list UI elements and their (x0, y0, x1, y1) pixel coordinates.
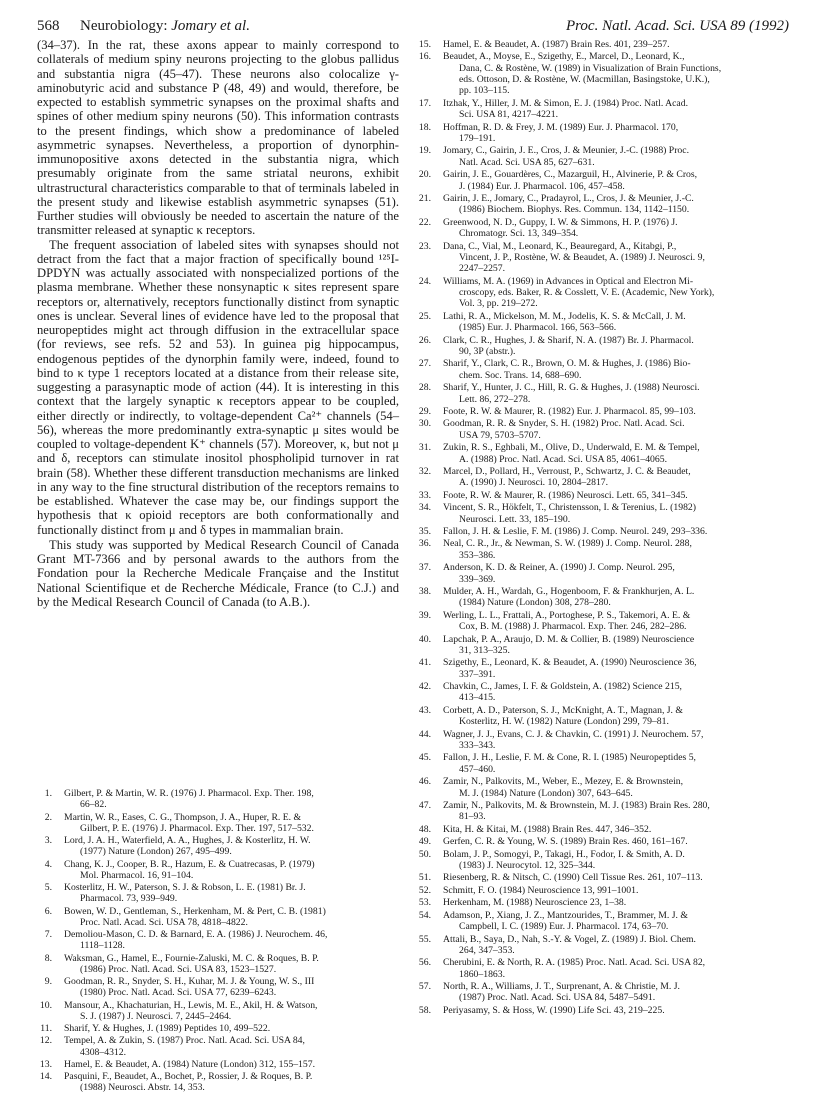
reference-text: Kosterlitz, H. W. (1982) Nature (London) 299, 79–81. (459, 716, 669, 728)
reference-text: Werling, L. L., Frattali, A., Portoghese, P. S., Takemori, A. E. & (443, 609, 691, 621)
reference-text: Goodman, R. R., Snyder, S. H., Kuhar, M. J. & Young, W. S., III (64, 976, 315, 987)
running-title (80, 18, 250, 35)
reference-text: Sharif, Y., Clark, C. R., Brown, O. M. & Hughes, J. (1986) Bio- (443, 358, 691, 370)
reference-item (416, 776, 790, 799)
reference-item (416, 910, 790, 933)
reference-text: Kosterlitz, H. W., Paterson, S. J. & Robson, L. E. (1981) Br. J. (64, 882, 306, 893)
reference-number: 56. (418, 957, 431, 969)
reference-number: 6. (44, 905, 52, 917)
acknowledgment: This study was supported by Medical Research Council of Canada Grant MT-7366 and by personal awards to the authors from the Fondation pour la Recherche Medicale Française and the Institut National Scientifique et de Recherche Médicale, France (to C.J.) and by the Medical Research Council of Canada (to A.B.). (37, 537, 399, 609)
reference-text: Vincent, J. P., Rostène, W. & Beaudet, A. (1989) J. Neurosci. 9, (459, 251, 705, 263)
reference-number: 20. (418, 169, 431, 181)
reference-item (416, 872, 790, 883)
reference-item (37, 882, 399, 904)
reference-text: Corbett, A. D., Paterson, S. J., McKnight, A. T., Magnan, J. & (443, 704, 683, 716)
reference-item (416, 39, 790, 50)
reference-text: Mulder, A. H., Wardah, G., Hogenboom, F. & Frankhurjen, A. L. (443, 585, 695, 597)
reference-item (416, 586, 790, 609)
reference-item (416, 526, 790, 537)
reference-number: 58. (418, 1004, 431, 1016)
reference-text: Gairin, J. E., Gouardères, C., Mazarguil, H., Alvinerie, P. & Cros, (443, 169, 698, 181)
reference-number: 21. (418, 193, 431, 205)
reference-number: 4. (44, 858, 52, 870)
reference-text: Tempel, A. & Zukin, S. (1987) Proc. Natl. Acad. Sci. USA 84, (64, 1035, 305, 1047)
reference-number: 27. (418, 358, 431, 370)
reference-text: Bolam, J. P., Somogyi, P., Takagi, H., Fodor, I. & Smith, A. D. (443, 848, 685, 860)
reference-item (416, 311, 790, 334)
reference-text: Dana, C. & Rostène, W. (1989) in Visualization of Brain Functions, (459, 62, 722, 74)
reference-number: 14. (39, 1071, 52, 1083)
reference-number: 5. (44, 882, 52, 893)
reference-text: Mol. Pharmacol. 16, 91–104. (80, 869, 194, 881)
reference-number: 35. (418, 525, 431, 537)
reference-text: (1987) Proc. Natl. Acad. Sci. USA 84, 5487–5491. (459, 992, 656, 1004)
reference-text: Riesenberg, R. & Nitsch, C. (1990) Cell Tissue Res. 261, 107–113. (443, 872, 703, 884)
reference-text: Schmitt, F. O. (1984) Neuroscience 13, 991–1001. (443, 884, 639, 896)
reference-item (37, 953, 399, 975)
reference-number: 28. (418, 382, 431, 394)
reference-text: 413–415. (459, 692, 496, 704)
reference-number: 57. (418, 981, 431, 993)
reference-text: Lett. 86, 272–278. (459, 393, 531, 405)
reference-text: Cherubini, E. & North, R. A. (1985) Proc. Natl. Acad. Sci. USA 82, (443, 957, 706, 969)
reference-text: Kita, H. & Kitai, M. (1988) Brain Res. 447, 346–352. (443, 823, 652, 835)
reference-item (37, 788, 399, 810)
reference-text: Chavkin, C., James, I. F. & Goldstein, A. (1982) Science 215, (443, 681, 682, 693)
reference-number: 33. (418, 489, 431, 501)
reference-item (416, 752, 790, 775)
reference-item (416, 358, 790, 381)
reference-item (416, 897, 790, 908)
reference-text: 337–391. (459, 668, 496, 680)
reference-item (416, 193, 790, 216)
reference-text: Chang, K. J., Cooper, B. R., Hazum, E. & Cuatrecasas, P. (1979) (64, 858, 315, 870)
reference-item (416, 885, 790, 896)
reference-text: Hamel, E. & Beaudet, A. (1987) Brain Res. 401, 239–257. (443, 39, 670, 50)
reference-text: 353–386. (459, 549, 496, 561)
reference-list-left (37, 788, 399, 1095)
reference-number: 7. (44, 929, 52, 940)
reference-number: 3. (44, 835, 52, 846)
reference-number: 8. (44, 952, 52, 964)
reference-item (416, 466, 790, 489)
reference-item (416, 729, 790, 752)
author-label: Jomary et al. (171, 18, 250, 34)
reference-text: 264, 347–353. (459, 944, 515, 956)
reference-item (416, 442, 790, 465)
reference-number: 42. (418, 681, 431, 693)
reference-text: (1985) Eur. J. Pharmacol. 166, 563–566. (459, 322, 617, 334)
reference-number: 11. (40, 1023, 52, 1034)
reference-number: 29. (418, 405, 431, 417)
reference-text: North, R. A., Williams, J. T., Surprenant, A. & Christie, M. J. (443, 981, 680, 993)
reference-item (416, 836, 790, 847)
reference-item (416, 634, 790, 657)
reference-text: (1986) Biochem. Biophys. Res. Commun. 134, 1142–1150. (459, 204, 690, 216)
reference-item (416, 169, 790, 192)
reference-text: Sharif, Y. & Hughes, J. (1989) Peptides 10, 499–522. (64, 1023, 271, 1034)
reference-text: Mansour, A., Khachaturian, H., Lewis, M. E., Akil, H. & Watson, (64, 999, 318, 1011)
reference-text: 90, 3P (abstr.). (459, 345, 516, 357)
reference-text: 66–82. (80, 799, 107, 811)
reference-item (416, 538, 790, 561)
reference-text: Gairin, J. E., Jomary, C., Pradayrol, L., Cros, J. & Meunier, J.-C. (443, 193, 694, 205)
reference-item (416, 824, 790, 835)
reference-number: 16. (418, 51, 431, 63)
reference-number: 51. (418, 872, 431, 884)
reference-number: 38. (418, 585, 431, 597)
reference-text: (1988) Neurosci. Abstr. 14, 353. (80, 1082, 205, 1094)
journal-citation: Proc. Natl. Acad. Sci. USA 89 (1992) (565, 18, 789, 34)
reference-text: Bowen, W. D., Gentleman, S., Herkenham, M. & Pert, C. B. (1981) (64, 905, 326, 917)
reference-item (416, 681, 790, 704)
reference-item (37, 1023, 399, 1034)
reference-text: Beaudet, A., Moyse, E., Szigethy, E., Marcel, D., Leonard, K., (443, 51, 685, 63)
reference-number: 30. (418, 418, 431, 430)
reference-number: 23. (418, 240, 431, 252)
reference-text: Cox, B. M. (1988) J. Pharmacol. Exp. Ther. 246, 282–286. (459, 621, 687, 633)
reference-number: 55. (418, 933, 431, 945)
reference-item (416, 51, 790, 96)
reference-item (37, 859, 399, 881)
reference-text: Hamel, E. & Beaudet, A. (1984) Nature (London) 312, 155–157. (64, 1058, 316, 1070)
reference-item (416, 502, 790, 525)
reference-item (37, 1035, 399, 1057)
reference-text: Jomary, C., Gairin, J. E., Cros, J. & Meunier, J.-C. (1988) Proc. (443, 145, 689, 157)
reference-item (416, 98, 790, 121)
reference-text: Dana, C., Vial, M., Leonard, K., Beauregard, A., Kitabgi, P., (443, 240, 677, 252)
reference-text: 1860–1863. (459, 968, 506, 980)
reference-text: Zamir, N., Palkovits, M., Weber, E., Mezey, E. & Brownstein, (443, 776, 684, 788)
reference-item (37, 906, 399, 928)
reference-text: Lathi, R. A., Mickelson, M. M., Jodelis, K. S. & McCall, J. M. (443, 310, 686, 322)
reference-text: A. (1990) J. Neurosci. 10, 2804–2817. (459, 477, 609, 489)
reference-item (37, 1059, 399, 1070)
reference-text: 333–343. (459, 740, 496, 751)
reference-item (416, 849, 790, 872)
reference-text: pp. 103–115. (459, 85, 510, 97)
reference-number: 49. (418, 836, 431, 848)
reference-number: 43. (418, 704, 431, 716)
reference-text: Waksman, G., Hamel, E., Fournie-Zaluski, M. C. & Roques, B. P. (64, 952, 319, 964)
reference-number: 1. (44, 788, 52, 799)
reference-item (416, 335, 790, 358)
reference-number: 25. (418, 310, 431, 322)
reference-text: J. (1984) Eur. J. Pharmacol. 106, 457–458. (459, 180, 625, 192)
reference-item (416, 610, 790, 633)
reference-text: Fallon, J. H. & Leslie, F. M. (1986) J. Comp. Neurol. 249, 293–336. (443, 525, 708, 537)
reference-text: Gilbert, P. & Martin, W. R. (1976) J. Pharmacol. Exp. Ther. 198, (64, 788, 314, 799)
reference-item (416, 241, 790, 275)
reference-text: Gilbert, P. E. (1976) J. Pharmacol. Exp. Ther. 197, 517–532. (80, 822, 314, 834)
reference-text: (1980) Proc. Natl. Acad. Sci. USA 77, 6239–6243. (80, 987, 277, 999)
reference-text: Goodman, R. R. & Snyder, S. H. (1982) Proc. Natl. Acad. Sci. (443, 418, 685, 430)
reference-text: Marcel, D., Pollard, H., Verroust, P., Schwartz, J. C. & Beaudet, (443, 465, 691, 477)
reference-text: (1977) Nature (London) 267, 495–499. (80, 846, 232, 858)
reference-text: Neal, C. R., Jr., & Newman, S. W. (1989) J. Comp. Neurol. 288, (443, 538, 692, 550)
reference-text: Sci. USA 81, 4217–4221. (459, 109, 559, 121)
reference-text: Zamir, N., Palkovits, M. & Brownstein, M. J. (1983) Brain Res. 280, (443, 800, 710, 811)
reference-number: 9. (44, 976, 52, 987)
reference-number: 15. (418, 39, 431, 50)
reference-item (416, 418, 790, 441)
reference-text: eds. Ottoson, D. & Rostène, W. (Macmillan, Basingstoke, U.K.), (459, 74, 710, 86)
reference-number: 32. (418, 465, 431, 477)
reference-text: Itzhak, Y., Hiller, J. M. & Simon, E. J. (1984) Proc. Natl. Acad. (443, 97, 688, 109)
reference-item (416, 562, 790, 585)
reference-number: 34. (418, 502, 431, 514)
reference-number: 12. (39, 1035, 52, 1047)
reference-text: Vincent, S. R., Hökfelt, T., Christensson, I. & Terenius, L. (1982) (443, 502, 697, 514)
reference-text: (1984) Nature (London) 308, 278–280. (459, 597, 611, 609)
reference-list-right (416, 39, 790, 1017)
reference-item (416, 490, 790, 501)
reference-text: Demoliou-Mason, C. D. & Barnard, E. A. (1986) J. Neurochem. 46, (64, 929, 328, 940)
reference-item (416, 406, 790, 417)
reference-text: USA 79, 5703–5707. (459, 429, 541, 441)
reference-text: Neurosci. Lett. 33, 185–190. (459, 513, 571, 525)
reference-number: 18. (418, 121, 431, 133)
body-paragraph: The frequent association of labeled sites with synapses should not detract from the fact that a major fraction of specifically bound ¹²⁵I-DPDYN was actually associated with nonspecialized portions of the plasma membrane. Whether these nonsynaptic κ sites represent spare receptors or, alternatively, receptors functionally distinct from synaptic ones is unclear. Several lines of evidence have led to the proposal that neuropeptides might act through diffusion in the extracellular space (for reviews, see refs. 52 and 53). In guinea pig hippocampus, endogenous peptides of the dynorphin family were, indeed, found to bind to κ type 1 receptors located at a distance from their release site, suggesting a parasynaptic mode of action (44). It is interesting in this context that the largely synaptic κ receptors appear to be coupled, either directly or indirectly, to voltage-dependent Ca²⁺ channels (54–56), whereas the more predominantly extra-synaptic μ sites would be coupled to voltage-dependent K⁺ channels (57). Moreover, κ, but not μ and δ, receptors can stimulate inositol phospholipid turnover in rat brain (58). Whether these different transduction mechanisms are linked in any way to the fine structural distribution of the receptors remains to be established. Whatever the case may be, our findings support the hypothesis that κ opioid receptors are both conformationally and functionally distinct from μ and δ types in mammalian brain. (37, 237, 399, 537)
reference-item (37, 1071, 399, 1093)
page-number: 568 (37, 18, 60, 34)
reference-item (416, 957, 790, 980)
reference-item (416, 276, 790, 310)
reference-text: Gerfen, C. R. & Young, W. S. (1989) Brain Res. 460, 161–167. (443, 836, 688, 848)
reference-text: Fallon, J. H., Leslie, F. M. & Cone, R. I. (1985) Neuropeptides 5, (443, 752, 696, 764)
reference-number: 53. (418, 897, 431, 909)
reference-text: Williams, M. A. (1969) in Advances in Optical and Electron Mi- (443, 275, 694, 287)
reference-item (37, 929, 399, 951)
reference-text: M. J. (1984) Nature (London) 307, 643–645. (459, 787, 633, 799)
body-paragraph: (34–37). In the rat, these axons appear to mainly correspond to collaterals of medium spiny neurons projecting to the globus pallidus and substantia nigra (45–47). These neurons also colocalize γ-aminobutyric acid and substance P (48, 49) and would, therefore, be expected to establish symmetric synapses on the proximal shafts and spines of other medium spiny neurons (50). This information contrasts to the present findings, which show a predominance of labeled asymmetric synapses. Nevertheless, a proportion of dynorphin-immunopositive axons detected in the substantia nigra, which presumably originate from the same striatal neurons, exhibit ultrastructural characteristics comparable to that of terminals labeled in the present study and likewise establish asymmetric synapses (51). Further studies will obviously be needed to ascertain the nature of the transmitter released at synaptic κ receptors. (37, 38, 399, 238)
reference-item (37, 976, 399, 998)
reference-text: Clark, C. R., Hughes, J. & Sharif, N. A. (1987) Br. J. Pharmacol. (443, 334, 694, 346)
reference-text: chem. Soc. Trans. 14, 688–690. (459, 369, 582, 381)
reference-number: 48. (418, 823, 431, 835)
reference-text: Attali, B., Saya, D., Nah, S.-Y. & Vogel, Z. (1989) J. Biol. Chem. (443, 933, 696, 945)
reference-text: A. (1988) Proc. Natl. Acad. Sci. USA 85, 4061–4065. (459, 453, 667, 465)
reference-text: 4308–4312. (80, 1046, 127, 1058)
reference-item (416, 122, 790, 145)
reference-item (416, 934, 790, 957)
reference-number: 45. (418, 752, 431, 764)
reference-text: (1983) J. Neurocytol. 12, 325–344. (459, 860, 596, 871)
reference-text: Anderson, K. D. & Reiner, A. (1990) J. Comp. Neurol. 295, (443, 562, 675, 574)
reference-text: Zukin, R. S., Eghbali, M., Olive, D., Underwald, E. M. & Tempel, (443, 442, 700, 454)
reference-text: (1986) Proc. Natl. Acad. Sci. USA 83, 1523–1527. (80, 963, 277, 975)
reference-number: 10. (39, 999, 52, 1011)
reference-number: 17. (418, 97, 431, 109)
reference-number: 52. (418, 884, 431, 896)
reference-text: Sharif, Y., Hunter, J. C., Hill, R. G. & Hughes, J. (1988) Neurosci. (443, 382, 700, 394)
reference-text: Lapchak, P. A., Araujo, D. M. & Collier, B. (1989) Neuroscience (443, 633, 695, 645)
reference-item (37, 835, 399, 857)
reference-number: 40. (418, 633, 431, 645)
reference-text: Pasquini, F., Beaudet, A., Bochet, P., Rossier, J. & Roques, B. P. (64, 1071, 313, 1083)
reference-text: S. J. (1987) J. Neurosci. 7, 2445–2464. (80, 1010, 232, 1022)
reference-text: 339–369. (459, 573, 496, 585)
reference-number: 26. (418, 334, 431, 346)
reference-text: Vol. 3, pp. 219–272. (459, 298, 538, 310)
reference-text: 2247–2257. (459, 263, 506, 275)
reference-text: 31, 313–325. (459, 644, 510, 656)
reference-number: 54. (418, 909, 431, 921)
reference-text: Herkenham, M. (1988) Neuroscience 23, 1–38. (443, 897, 627, 909)
reference-text: Chromatogr. Sci. 13, 349–354. (459, 228, 579, 240)
reference-item (416, 705, 790, 728)
reference-number: 24. (418, 275, 431, 287)
reference-text: Proc. Natl. Acad. Sci. USA 78, 4818–4822. (80, 916, 248, 928)
reference-item (416, 145, 790, 168)
reference-text: Szigethy, E., Leonard, K. & Beaudet, A. (1990) Neuroscience 36, (443, 657, 697, 669)
left-column (37, 38, 399, 609)
reference-item (416, 217, 790, 240)
reference-item (416, 800, 790, 823)
reference-text: 81–93. (459, 811, 486, 823)
reference-text: Greenwood, N. D., Guppy, I. W. & Simmons, H. P. (1976) J. (443, 216, 678, 228)
reference-text: Natl. Acad. Sci. USA 85, 627–631. (459, 156, 595, 168)
reference-number: 39. (418, 609, 431, 621)
reference-text: Foote, R. W. & Maurer, R. (1986) Neurosci. Lett. 65, 341–345. (443, 489, 688, 501)
reference-text: Adamson, P., Xiang, J. Z., Mantzourides, T., Brammer, M. J. & (443, 909, 688, 921)
reference-text: 1118–1128. (80, 940, 125, 952)
reference-text: Campbell, I. C. (1989) Eur. J. Pharmacol. 174, 63–70. (459, 921, 669, 933)
section-label: Neurobiology: (80, 18, 168, 34)
reference-text: croscopy, eds. Baker, R. & Cosslett, V. E. (Academic, New York), (459, 287, 715, 299)
reference-item (416, 981, 790, 1004)
reference-item (37, 1000, 399, 1022)
reference-item (416, 1005, 790, 1016)
reference-number: 37. (418, 562, 431, 574)
reference-number: 50. (418, 848, 431, 860)
reference-text: Foote, R. W. & Maurer, R. (1982) Eur. J. Pharmacol. 85, 99–103. (443, 405, 696, 417)
reference-number: 13. (39, 1058, 52, 1070)
reference-number: 47. (418, 800, 431, 811)
reference-text: Martin, W. R., Eases, C. G., Thompson, J. A., Huper, R. E. & (64, 811, 302, 823)
reference-text: Lord, J. A. H., Waterfield, A. A., Hughes, J. & Kosterlitz, H. W. (64, 835, 311, 846)
reference-number: 44. (418, 728, 431, 740)
reference-item (37, 812, 399, 834)
reference-text: 457–460. (459, 763, 496, 775)
reference-number: 46. (418, 776, 431, 788)
reference-item (416, 382, 790, 405)
reference-number: 2. (44, 811, 52, 823)
reference-number: 31. (418, 442, 431, 454)
reference-text: Periyasamy, S. & Hoss, W. (1990) Life Sci. 43, 219–225. (443, 1004, 665, 1016)
reference-number: 22. (418, 216, 431, 228)
reference-text: Wagner, J. J., Evans, C. J. & Chavkin, C. (1991) J. Neurochem. 57, (443, 728, 704, 740)
reference-text: 179–191. (459, 133, 496, 145)
reference-item (416, 657, 790, 680)
reference-number: 41. (418, 657, 431, 669)
running-header (37, 18, 789, 38)
reference-number: 36. (418, 538, 431, 550)
reference-number: 19. (418, 145, 431, 157)
reference-text: Pharmacol. 73, 939–949. (80, 893, 178, 905)
reference-text: Hoffman, R. D. & Frey, J. M. (1989) Eur. J. Pharmacol. 170, (443, 121, 679, 133)
